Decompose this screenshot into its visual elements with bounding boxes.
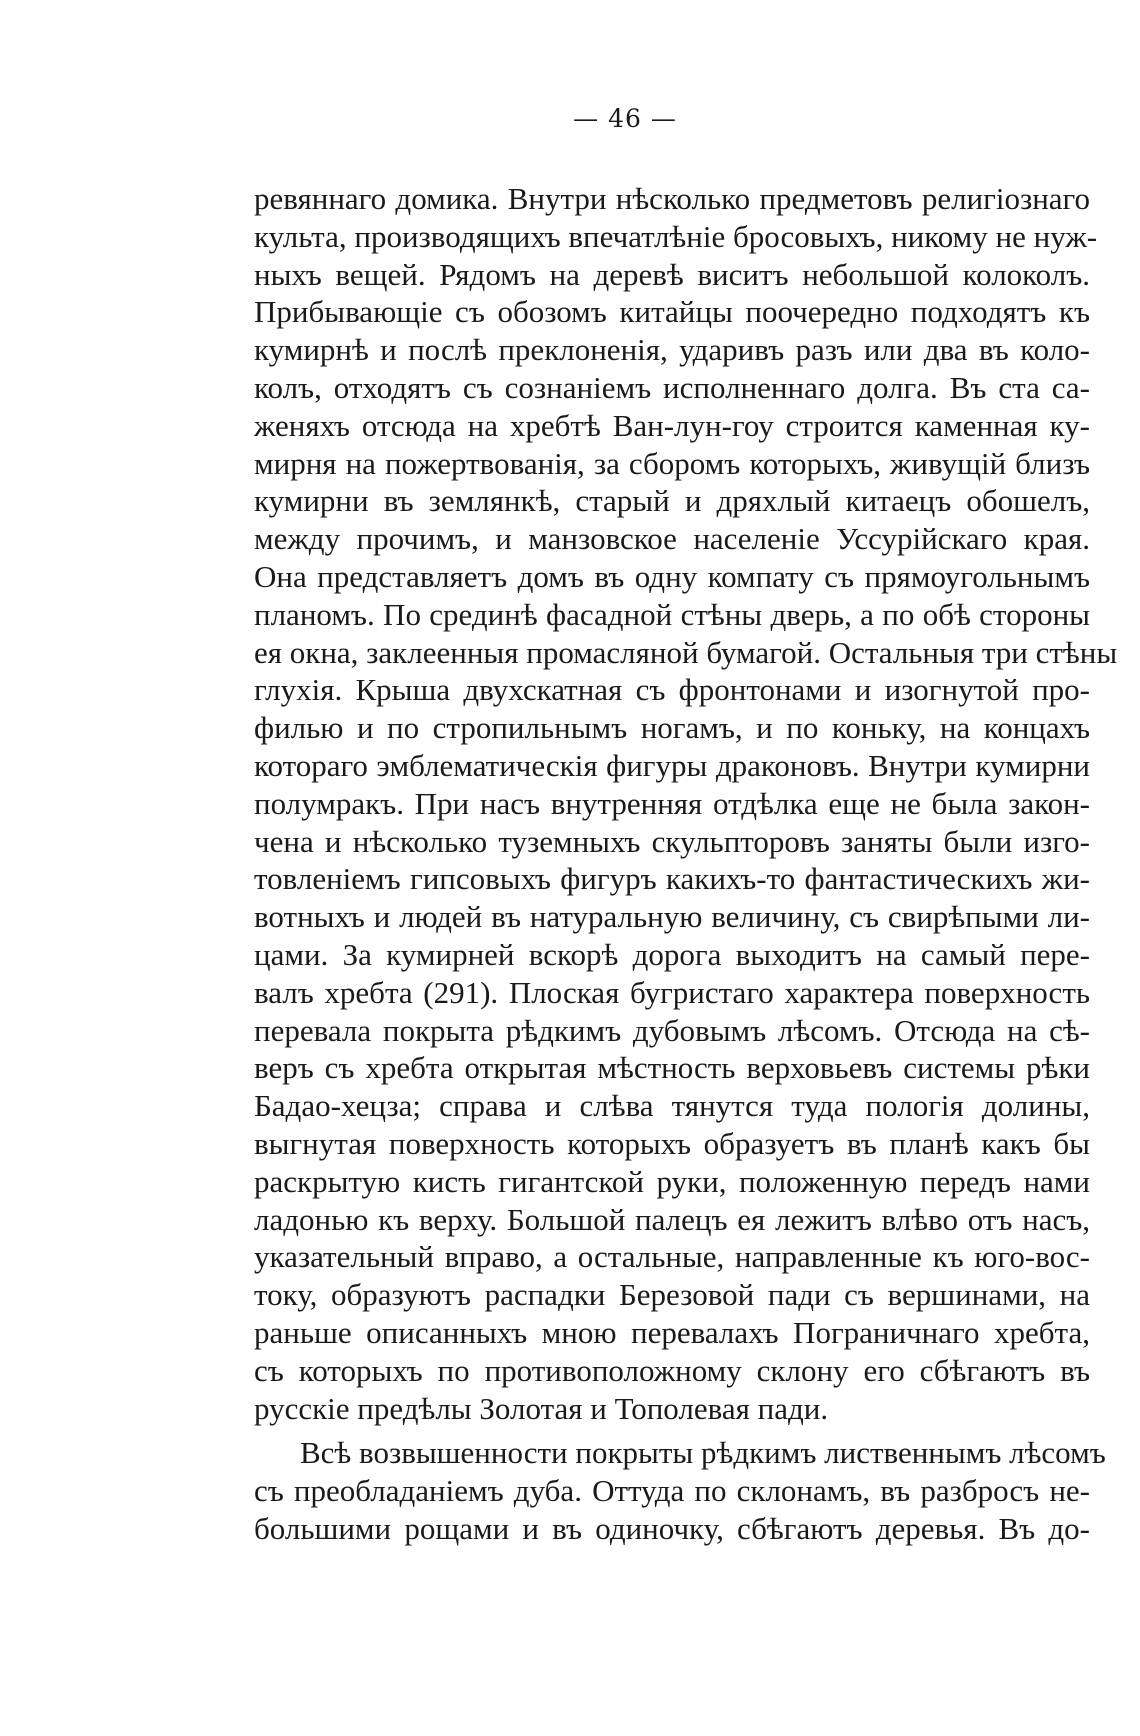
- text-line: Всѣ возвышенности покрыты рѣдкимъ лиственнымъ лѣсомъ: [300, 1435, 1106, 1471]
- text-line: ревяннаго домика. Внутри нѣсколько предметовъ религіознаго: [254, 181, 1090, 216]
- text-line: мирня на пожертвованія, за сборомъ которыхъ, живущій близъ: [254, 445, 1090, 481]
- text-line: съ преобладаніемъ дуба. Оттуда по склонамъ, въ разбросъ не-: [254, 1473, 1090, 1509]
- text-line: раскрытую кисть гигантской руки, положенную передъ нами: [254, 1163, 1090, 1199]
- text-line: филью и по стропильнымъ ногамъ, и по коньку, на концахъ: [254, 710, 1090, 746]
- text-line: ныхъ вещей. Рядомъ на деревѣ виситъ небольшой колоколъ.: [254, 256, 1090, 292]
- text-line: указательный вправо, а остальные, направленные къ юго-вос-: [254, 1239, 1090, 1275]
- text-line: вотныхъ и людей въ натуральную величину, съ свирѣпыми ли-: [254, 899, 1090, 935]
- text-line: полумракъ. При насъ внутренняя отдѣлка еще не была закон-: [254, 785, 1090, 821]
- text-line: между прочимъ, и манзовское населеніе Уссурійскаго края.: [254, 521, 1090, 557]
- body-text: [254, 180, 1118, 1548]
- text-line: валъ хребта (291). Плоская бугристаго характера поверхность: [254, 974, 1090, 1010]
- text-line: веръ съ хребта открытая мѣстность верховьевъ системы рѣки: [254, 1050, 1090, 1086]
- text-line: ладонью къ верху. Большой палецъ ея лежитъ влѣво отъ насъ,: [254, 1201, 1090, 1237]
- text-line: русскіе предѣлы Золотая и Тополевая пади.: [254, 1390, 829, 1426]
- paragraph-gap: [254, 1427, 1090, 1434]
- paragraph-1: [254, 180, 1118, 1427]
- page-number: — 46 —: [573, 104, 677, 133]
- text-line: кумирнѣ и послѣ преклоненія, ударивъ разъ или два въ коло-: [254, 332, 1090, 368]
- text-line: глухія. Крыша двухскатная съ фронтонами и изогнутой про-: [254, 672, 1090, 708]
- text-line: ея окна, заклеенныя промасляной бумагой. Остальныя три стѣны: [254, 634, 1118, 670]
- text-line: кумирни въ землянкѣ, старый и дряхлый китаецъ обошелъ,: [254, 483, 1090, 519]
- paragraph-2: [254, 1434, 1106, 1547]
- text-line: раньше описанныхъ мною перевалахъ Пограничнаго хребта,: [254, 1314, 1090, 1350]
- text-line: току, образуютъ распадки Березовой пади съ вершинами, на: [254, 1277, 1090, 1313]
- text-line: Бадао-хецза; справа и слѣва тянутся туда пологія долины,: [254, 1088, 1090, 1124]
- text-line: колъ, отходятъ съ сознаніемъ исполненнаго долга. Въ ста са-: [254, 369, 1090, 405]
- text-line: чена и нѣсколько туземныхъ скульпторовъ заняты были изго-: [254, 823, 1090, 859]
- text-line: выгнутая поверхность которыхъ образуетъ въ планѣ какъ бы: [254, 1125, 1090, 1161]
- text-line: Прибывающіе съ обозомъ китайцы поочередно подходятъ къ: [254, 294, 1090, 330]
- text-line: Она представляетъ домъ въ одну компату съ прямоугольнымъ: [254, 558, 1090, 594]
- text-line: культа, производящихъ впечатлѣніе бросовыхъ, никому не нуж-: [254, 218, 1098, 254]
- text-line: съ которыхъ по противоположному склону его сбѣгаютъ въ: [254, 1352, 1090, 1388]
- text-line: большими рощами и въ одиночку, сбѣгаютъ деревья. Въ до-: [254, 1510, 1090, 1546]
- text-line: котораго эмблематическія фигуры драконовъ. Внутри кумирни: [254, 747, 1090, 783]
- text-line: товленіемъ гипсовыхъ фигуръ какихъ-то фантастическихъ жи-: [254, 861, 1090, 897]
- text-line: женяхъ отсюда на хребтѣ Ван-лун-гоу строится каменная ку-: [254, 407, 1090, 443]
- text-line: планомъ. По срединѣ фасадной стѣны дверь, а по обѣ стороны: [254, 596, 1090, 632]
- text-line: перевала покрыта рѣдкимъ дубовымъ лѣсомъ. Отсюда на сѣ-: [254, 1012, 1090, 1048]
- text-line: цами. За кумирней вскорѣ дорога выходитъ на самый пере-: [254, 936, 1090, 972]
